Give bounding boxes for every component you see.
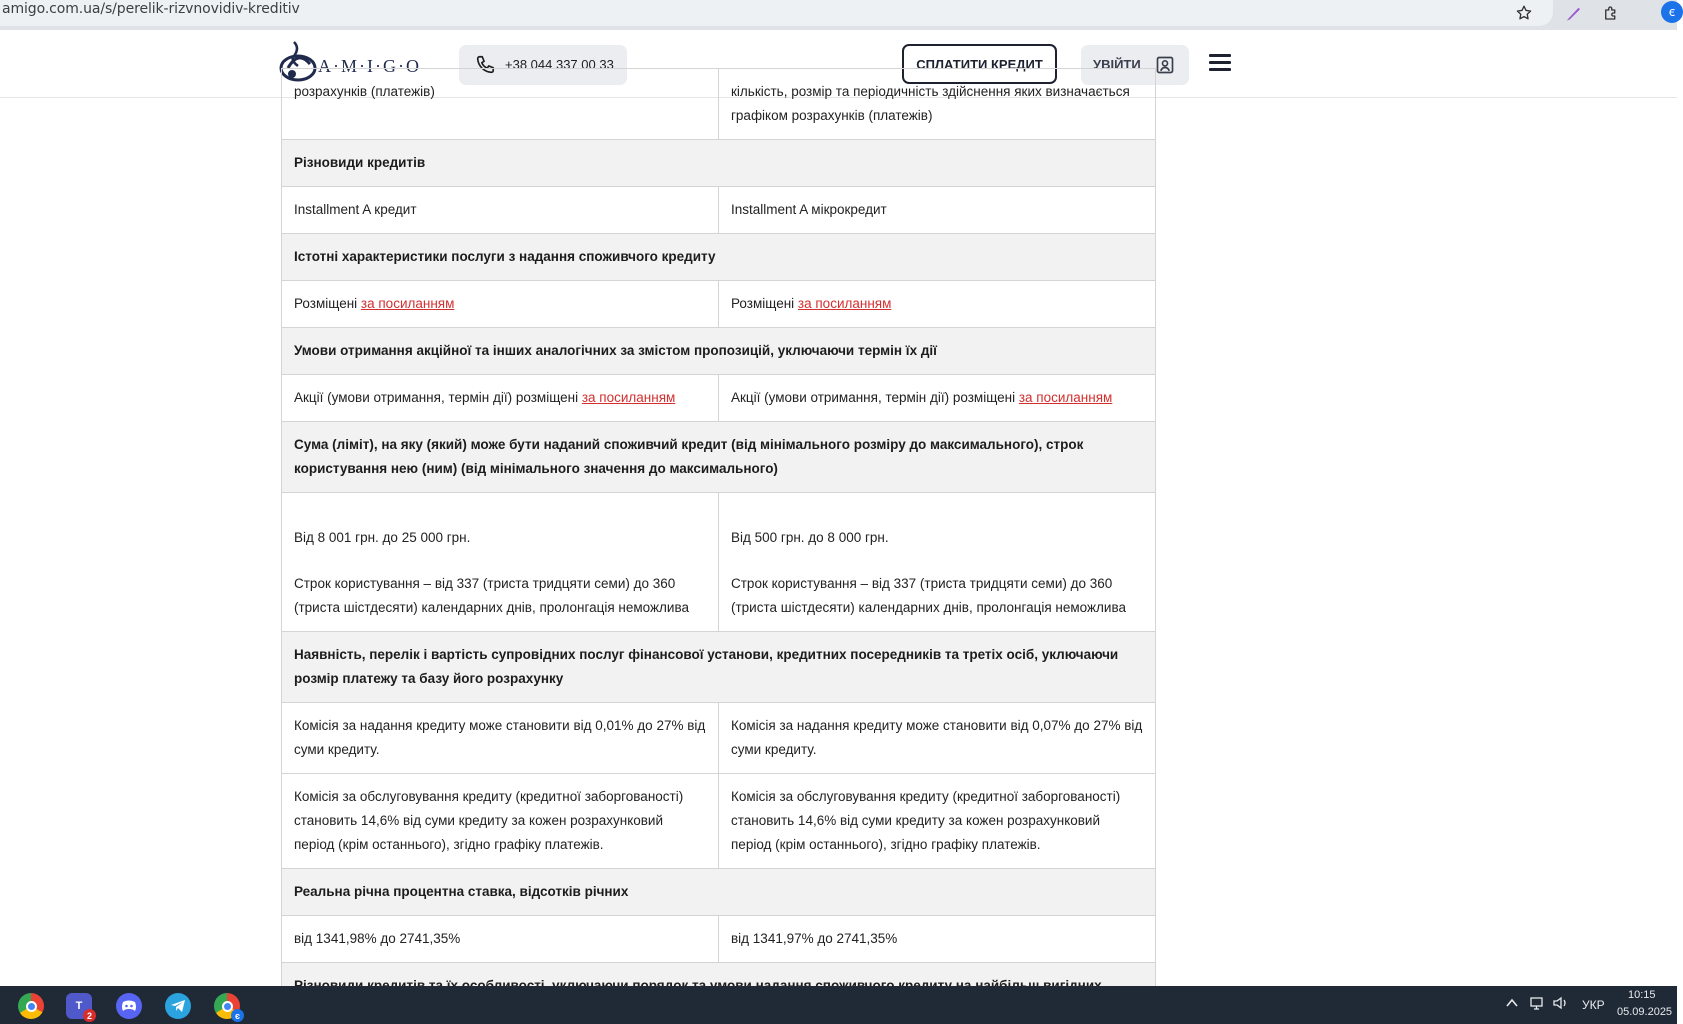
amount-range: Від 500 грн. до 8 000 грн. <box>731 530 889 545</box>
table-cell: Комісія за обслуговування кредиту (кредитної заборгованості) становить 14,6% від суми кредиту за кожен розрахунковий період (крім останнього), згідно графіку платежів. <box>719 774 1156 869</box>
section-title: Умови отримання акційної та інших аналогічних за змістом пропозицій, уключаючи термін їх дії <box>282 328 1156 375</box>
pen-extension-icon[interactable] <box>1561 0 1587 26</box>
telegram-app-icon[interactable] <box>165 993 191 1019</box>
pay-credit-label: СПЛАТИТИ КРЕДИТ <box>916 57 1043 72</box>
table-row <box>282 281 1156 328</box>
chrome-profile-app-icon[interactable] <box>214 993 240 1019</box>
network-icon[interactable] <box>1530 996 1546 1013</box>
telegram-icon <box>171 1000 185 1012</box>
table-cell: Комісія за надання кредиту може становити від 0,01% до 27% від суми кредиту. <box>282 703 719 774</box>
table-section-header <box>282 632 1156 703</box>
table-cell <box>282 493 719 632</box>
table-cell <box>282 281 719 328</box>
clock-date[interactable]: 05.09.2025 <box>1617 1006 1673 1018</box>
logo-text: A·M·I·G·O <box>318 56 421 76</box>
login-label: УВІЙТИ <box>1093 57 1141 72</box>
table-cell: Комісія за обслуговування кредиту (кредитної заборгованості) становить 14,6% від суми кредиту за кожен розрахунковий період (крім останнього), згідно графіку платежів. <box>282 774 719 869</box>
table-row <box>282 375 1156 422</box>
table-cell <box>719 493 1156 632</box>
table-row <box>282 916 1156 963</box>
profile-avatar[interactable] <box>1661 1 1683 23</box>
promotions-link[interactable]: за посиланням <box>581 390 676 405</box>
amount-range: Від 8 001 грн. до 25 000 грн. <box>294 530 471 545</box>
cell-text: Розміщені <box>731 296 798 311</box>
profile-initial: є <box>1668 5 1676 19</box>
table-row <box>282 703 1156 774</box>
table-section-header <box>282 234 1156 281</box>
browser-toolbar <box>0 0 1677 30</box>
characteristics-link[interactable]: за посиланням <box>360 296 455 311</box>
table-cell: Installment A кредит <box>282 187 719 234</box>
clock-time[interactable]: 10:15 <box>1628 989 1656 1001</box>
section-title: Істотні характеристики послуги з надання споживчого кредиту <box>282 234 1156 281</box>
cell-text: Розміщені <box>294 296 361 311</box>
chrome-profile-badge: є <box>231 1009 244 1022</box>
section-title: Наявність, перелік і вартість супровідних послуг фінансової установи, кредитних посередників та третіх осіб, уключаючи розмір платежу та базу його розрахунку <box>282 632 1156 703</box>
table-cell <box>282 375 719 422</box>
hamburger-menu-icon[interactable] <box>1209 54 1233 74</box>
teams-app-icon[interactable]: T 2 <box>66 993 92 1019</box>
table-cell: від 1341,97% до 2741,35% <box>719 916 1156 963</box>
cell-text: Акції (умови отримання, термін дії) розміщені <box>294 390 582 405</box>
keyboard-language[interactable]: УКР <box>1582 998 1605 1012</box>
table-row <box>282 69 1156 140</box>
table-cell: Комісія за надання кредиту може становити від 0,07% до 27% від суми кредиту. <box>719 703 1156 774</box>
chrome-app-icon[interactable] <box>18 993 44 1019</box>
section-title: Реальна річна процентна ставка, відсотків річних <box>282 869 1156 916</box>
phone-number: +38 044 337 00 33 <box>505 57 614 72</box>
table-row <box>282 187 1156 234</box>
table-cell <box>719 281 1156 328</box>
credit-info-table <box>281 68 1156 1010</box>
table-row <box>282 774 1156 869</box>
discord-icon <box>121 1000 137 1012</box>
term-text: Строк користування – від 337 (триста тридцяти семи) до 360 (триста шістдесяти) календарних днів, пролонгація неможлива <box>731 576 1126 615</box>
section-title: Сума (ліміт), на яку (який) може бути наданий споживчий кредит (від мінімального розміру до максимального), строк користування нею (ним) (від мінімального значення до максимального) <box>282 422 1156 493</box>
bookmark-star-icon[interactable] <box>1511 0 1537 26</box>
table-cell: від 1341,98% до 2741,35% <box>282 916 719 963</box>
table-row <box>282 493 1156 632</box>
table-cell: розрахунків (платежів) <box>282 69 719 140</box>
extensions-puzzle-icon[interactable] <box>1598 0 1624 26</box>
table-cell: Installment A мікрокредит <box>719 187 1156 234</box>
table-cell <box>719 375 1156 422</box>
user-icon <box>1155 55 1175 75</box>
teams-notification-badge: 2 <box>83 1009 96 1022</box>
table-section-header <box>282 328 1156 375</box>
table-section-header <box>282 422 1156 493</box>
volume-icon[interactable] <box>1553 996 1569 1013</box>
section-title: Різновиди кредитів <box>282 140 1156 187</box>
table-section-header <box>282 869 1156 916</box>
page-content <box>0 84 1677 986</box>
discord-app-icon[interactable] <box>116 993 142 1019</box>
tray-chevron-up-icon[interactable] <box>1505 996 1519 1013</box>
table-section-header <box>282 140 1156 187</box>
characteristics-link[interactable]: за посиланням <box>797 296 892 311</box>
address-bar[interactable] <box>0 0 1553 26</box>
table-cell: кількість, розмір та періодичність здійснення яких визначається графіком розрахунків (платежів) <box>719 69 1156 140</box>
url-text[interactable]: amigo.com.ua/s/perelik-rizvnovidiv-kreditiv <box>2 1 300 17</box>
os-taskbar <box>0 986 1677 1024</box>
term-text: Строк користування – від 337 (триста тридцяти семи) до 360 (триста шістдесяти) календарних днів, пролонгація неможлива <box>294 576 689 615</box>
promotions-link[interactable]: за посиланням <box>1018 390 1113 405</box>
cell-text: Акції (умови отримання, термін дії) розміщені <box>731 390 1019 405</box>
